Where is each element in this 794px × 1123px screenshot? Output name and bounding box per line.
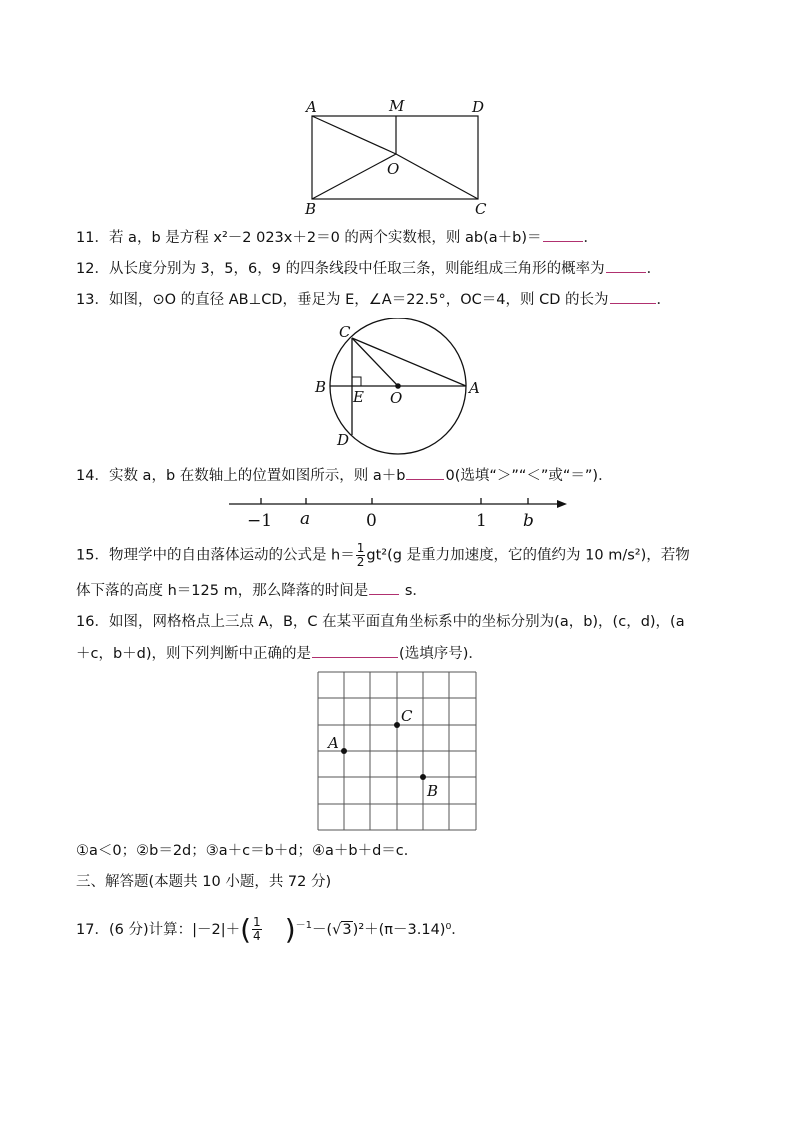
point-A-label: A (328, 734, 339, 752)
grid-figure (312, 668, 482, 836)
question-14-text: 14．实数 a，b 在数轴上的位置如图所示，则 a＋b (76, 468, 406, 484)
question-17: 17．(6 分)计算：|－2|＋( $\frac{1}{4}$ )$^{-1}$－(√3)²＋(π－3.14)⁰． (76, 912, 466, 946)
fraction-half: $\frac{1}{2}$ (356, 541, 365, 569)
label-O: O (390, 389, 403, 407)
label-D: D (337, 431, 350, 449)
answer-blank[interactable] (610, 289, 656, 304)
label-B: B (305, 200, 317, 218)
point-C-label: C (401, 707, 413, 725)
question-13-text: 13．如图，⊙O 的直径 AB⊥CD，垂足为 E，∠A＝22.5°，OC＝4，则 CD 的长为 (76, 292, 609, 308)
question-11: 11．若 a，b 是方程 x²－2 023x＋2＝0 的两个实数根，则 ab(a＋b)＝ ． (76, 227, 598, 248)
label-M: M (389, 97, 405, 115)
section-heading: 三、解答题(本题共 10 小题，共 72 分) (76, 874, 332, 890)
label-E: E (353, 388, 364, 406)
answer-blank[interactable] (543, 227, 583, 242)
label-C: C (475, 200, 487, 218)
answer-blank[interactable] (312, 643, 398, 658)
number-line (225, 492, 570, 532)
question-11-text: 11．若 a，b 是方程 x²－2 023x＋2＝0 的两个实数根，则 ab(a＋b)＝ (76, 230, 542, 246)
question-12-text: 12．从长度分别为 3，5，6，9 的四条线段中任取三条，则能组成三角形的概率为 (76, 261, 605, 277)
question-16-line1: 16．如图，网格格点上三点 A，B，C 在某平面直角坐标系中的坐标分别为(a，b)，(c，d)，(a (76, 614, 685, 630)
question-13: 13．如图，⊙O 的直径 AB⊥CD，垂足为 E，∠A＝22.5°，OC＝4，则 CD 的长为 ． (76, 289, 671, 310)
label-B: B (315, 378, 327, 396)
tick-neg1: −1 (247, 511, 273, 531)
question-15-line2: 体下落的高度 h＝125 m，那么降落的时间是 s． (76, 580, 427, 601)
label-O: O (387, 160, 400, 178)
question-14: 14．实数 a，b 在数轴上的位置如图所示，则 a＋b 0(选填“＞”“＜”或“＝”)． (76, 465, 613, 486)
answer-blank[interactable] (369, 580, 399, 595)
rectangle-figure (300, 96, 500, 220)
fraction-quarter: $\frac{1}{4}$ (253, 915, 261, 944)
question-16-line2: ＋c，b＋d)，则下列判断中正确的是 (选填序号)． (76, 643, 483, 664)
answer-blank[interactable] (606, 258, 646, 273)
point-B-label: B (427, 782, 439, 800)
question-16-options: ①a＜0；②b＝2d；③a＋c＝b＋d；④a＋b＋d＝c． (76, 843, 419, 859)
label-C: C (339, 323, 351, 341)
tick-b: b (523, 511, 534, 531)
label-A: A (306, 98, 317, 116)
question-12: 12．从长度分别为 3，5，6，9 的四条线段中任取三条，则能组成三角形的概率为 ． (76, 258, 661, 279)
label-D: D (472, 98, 485, 116)
tick-a: a (300, 509, 311, 529)
tick-one: 1 (476, 511, 487, 531)
tick-zero: 0 (366, 511, 377, 531)
label-A: A (469, 379, 480, 397)
answer-blank[interactable] (406, 465, 444, 480)
question-15-line1: 15．物理学中的自由落体运动的公式是 h＝ $\frac{1}{2}$ gt²(g 是重力加速度，它的值约为 10 m/s²)，若物 (76, 541, 690, 569)
circle-figure (308, 318, 488, 458)
